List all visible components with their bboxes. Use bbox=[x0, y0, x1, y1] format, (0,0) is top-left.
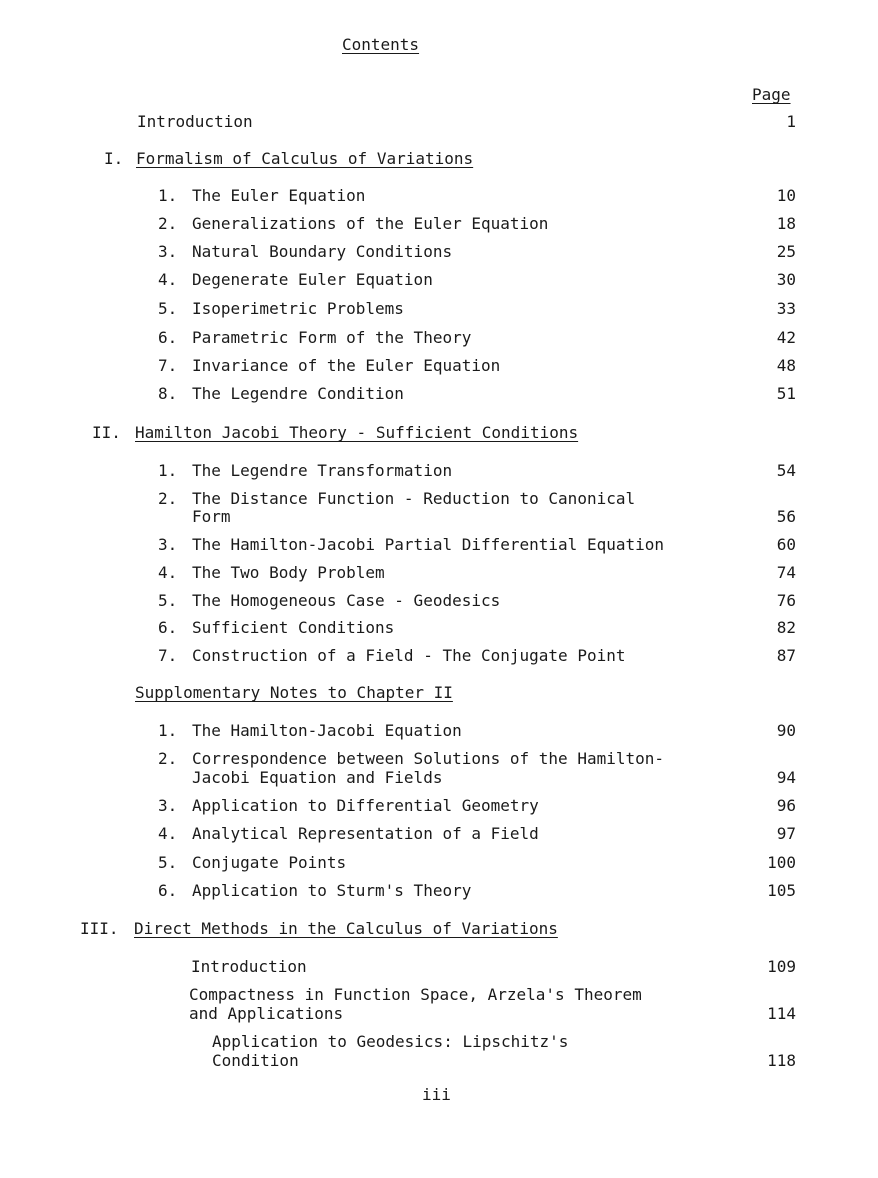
entry-page: 94 bbox=[776, 768, 796, 787]
entry-title: The Two Body Problem bbox=[192, 563, 385, 582]
chapter-title: Direct Methods in the Calculus of Variations bbox=[134, 919, 558, 938]
entry-title: The Homogeneous Case - Geodesics bbox=[192, 591, 501, 610]
entry-page: 96 bbox=[776, 796, 796, 815]
entry-title: Application to Sturm's Theory bbox=[192, 881, 472, 900]
entry-title: Application to Differential Geometry bbox=[192, 796, 539, 815]
chapter-title: Formalism of Calculus of Variations bbox=[136, 149, 474, 168]
entry-number: 2. bbox=[158, 214, 178, 233]
entry-page: 30 bbox=[776, 270, 796, 289]
entry-page: 109 bbox=[767, 957, 796, 976]
entry-page: 51 bbox=[776, 384, 796, 403]
entry-page: 60 bbox=[776, 535, 796, 554]
chapter-number: III. bbox=[80, 919, 119, 938]
entry-number: 4. bbox=[158, 270, 178, 289]
entry-title: Degenerate Euler Equation bbox=[192, 270, 433, 289]
entry-title: Analytical Representation of a Field bbox=[192, 824, 539, 843]
page-title: Contents bbox=[342, 35, 420, 54]
entry-title: The Hamilton-Jacobi Equation bbox=[192, 721, 462, 740]
entry-title: The Distance Function - Reduction to Canonical bbox=[192, 489, 636, 508]
entry-page: 42 bbox=[776, 328, 796, 347]
entry-number: 4. bbox=[158, 563, 178, 582]
entry-page: 90 bbox=[776, 721, 796, 740]
entry-title-continued: Condition bbox=[212, 1051, 299, 1070]
entry-title: Correspondence between Solutions of the Hamilton- bbox=[192, 749, 665, 768]
entry-page: 76 bbox=[776, 591, 796, 610]
entry-title-continued: Jacobi Equation and Fields bbox=[192, 768, 443, 787]
intro-page: 1 bbox=[786, 112, 796, 131]
supplementary-title: Supplomentary Notes to Chapter II bbox=[135, 683, 453, 702]
entry-title: Generalizations of the Euler Equation bbox=[192, 214, 549, 233]
entry-number: 5. bbox=[158, 299, 178, 318]
entry-title: Construction of a Field - The Conjugate Point bbox=[192, 646, 626, 665]
entry-number: 3. bbox=[158, 535, 178, 554]
entry-page: 25 bbox=[776, 242, 796, 261]
entry-title: Isoperimetric Problems bbox=[192, 299, 404, 318]
entry-title: The Legendre Condition bbox=[192, 384, 404, 403]
intro-label: Introduction bbox=[137, 112, 253, 131]
entry-page: 48 bbox=[776, 356, 796, 375]
entry-title: Application to Geodesics: Lipschitz's bbox=[212, 1032, 569, 1051]
entry-page: 54 bbox=[776, 461, 796, 480]
entry-page: 10 bbox=[776, 186, 796, 205]
chapter-title: Hamilton Jacobi Theory - Sufficient Conditions bbox=[135, 423, 579, 442]
entry-number: 6. bbox=[158, 881, 178, 900]
entry-page: 82 bbox=[776, 618, 796, 637]
entry-page: 100 bbox=[767, 853, 796, 872]
entry-title: The Legendre Transformation bbox=[192, 461, 453, 480]
page-column-header: Page bbox=[752, 85, 791, 104]
entry-number: 8. bbox=[158, 384, 178, 403]
entry-number: 6. bbox=[158, 328, 178, 347]
entry-number: 5. bbox=[158, 853, 178, 872]
entry-page: 114 bbox=[767, 1004, 796, 1023]
page-number: iii bbox=[422, 1085, 451, 1104]
entry-title: Natural Boundary Conditions bbox=[192, 242, 453, 261]
entry-title-continued: Form bbox=[192, 507, 231, 526]
chapter-number: I. bbox=[104, 149, 124, 168]
entry-title: Sufficient Conditions bbox=[192, 618, 395, 637]
entry-number: 5. bbox=[158, 591, 178, 610]
entry-number: 3. bbox=[158, 242, 178, 261]
chapter-number: II. bbox=[92, 423, 121, 442]
entry-number: 1. bbox=[158, 461, 178, 480]
entry-title: Conjugate Points bbox=[192, 853, 347, 872]
entry-page: 33 bbox=[776, 299, 796, 318]
entry-page: 118 bbox=[767, 1051, 796, 1070]
entry-number: 2. bbox=[158, 749, 178, 768]
entry-page: 87 bbox=[776, 646, 796, 665]
entry-number: 3. bbox=[158, 796, 178, 815]
entry-page: 97 bbox=[776, 824, 796, 843]
entry-number: 6. bbox=[158, 618, 178, 637]
entry-title: Invariance of the Euler Equation bbox=[192, 356, 501, 375]
entry-page: 74 bbox=[776, 563, 796, 582]
entry-number: 7. bbox=[158, 646, 178, 665]
entry-title: Parametric Form of the Theory bbox=[192, 328, 472, 347]
entry-title-continued: and Applications bbox=[189, 1004, 344, 1023]
entry-page: 56 bbox=[776, 507, 796, 526]
entry-title: The Hamilton-Jacobi Partial Differential Equation bbox=[192, 535, 665, 554]
entry-number: 4. bbox=[158, 824, 178, 843]
entry-number: 1. bbox=[158, 721, 178, 740]
entry-title: The Euler Equation bbox=[192, 186, 366, 205]
entry-title: Introduction bbox=[191, 957, 307, 976]
entry-number: 2. bbox=[158, 489, 178, 508]
entry-page: 18 bbox=[776, 214, 796, 233]
entry-number: 1. bbox=[158, 186, 178, 205]
entry-number: 7. bbox=[158, 356, 178, 375]
entry-page: 105 bbox=[767, 881, 796, 900]
entry-title: Compactness in Function Space, Arzela's Theorem bbox=[189, 985, 642, 1004]
